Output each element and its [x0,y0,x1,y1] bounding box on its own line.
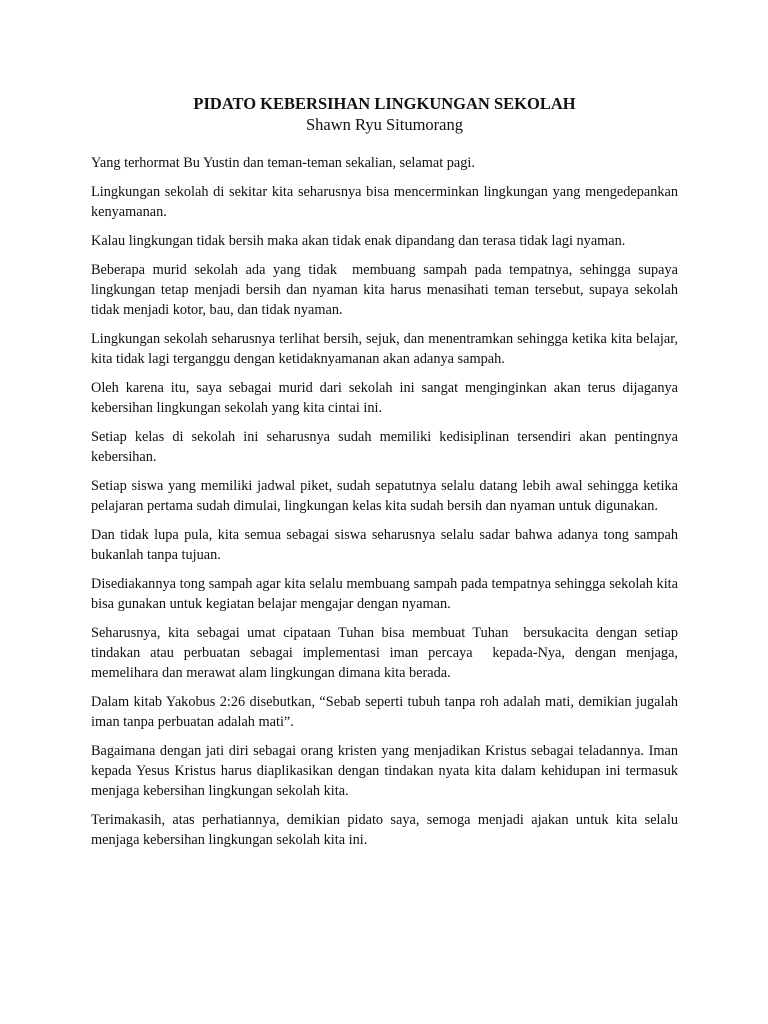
paragraph: Dan tidak lupa pula, kita semua sebagai siswa seharusnya selalu sadar bahwa adanya tong sampah bukanlah tanpa tujuan. [91,527,682,563]
document-author: Shawn Ryu Situmorang [305,115,463,134]
document-title: PIDATO KEBERSIHAN LINGKUNGAN SEKOLAH [193,94,576,113]
paragraph-closing: Terimakasih, atas perhatiannya, demikian pidato saya, semoga menjadi ajakan untuk kita selalu menjaga kebersihan lingkungan sekolah kita ini. [91,812,682,848]
document-page [91,93,682,859]
paragraph: Beberapa murid sekolah ada yang tidak membuang sampah pada tempatnya, sehingga supaya lingkungan tetap menjadi bersih dan nyaman kita harus menasihati teman tersebut, supaya sekolah tidak menjadi kotor, bau, dan tidak nyaman. [91,262,682,318]
paragraph: Lingkungan sekolah seharusnya terlihat bersih, sejuk, dan menentramkan sehingga ketika kita belajar, kita tidak lagi terganggu dengan ketidaknyamanan akan adanya sampah. [91,331,682,367]
paragraph: Oleh karena itu, saya sebagai murid dari sekolah ini sangat menginginkan akan terus dijaganya kebersihan lingkungan sekolah yang kita cintai ini. [91,380,682,416]
paragraph: Disediakannya tong sampah agar kita selalu membuang sampah pada tempatnya sehingga sekolah kita bisa gunakan untuk kegiatan belajar mengajar dengan nyaman. [91,576,682,612]
paragraph: Kalau lingkungan tidak bersih maka akan tidak enak dipandang dan terasa tidak lagi nyaman. [91,233,626,249]
paragraph: Setiap kelas di sekolah ini seharusnya sudah memiliki kedisiplinan tersendiri akan pentingnya kebersihan. [91,429,682,465]
paragraph: Bagaimana dengan jati diri sebagai orang kristen yang menjadikan Kristus sebagai teladannya. Iman kepada Yesus Kristus harus diaplikasikan dengan tindakan nyata kita dalam kehidupan ini termasuk menjaga kebersihan lingkungan sekolah kita. [91,743,682,799]
paragraph: Seharusnya, kita sebagai umat cipataan Tuhan bisa membuat Tuhan bersukacita dengan setiap tindakan atau perbuatan sebagai implementasi iman percaya kepada-Nya, dengan menjaga, memelihara dan merawat alam lingkungan dimana kita berada. [91,625,682,681]
paragraph-quote: Dalam kitab Yakobus 2:26 disebutkan, “Sebab seperti tubuh tanpa roh adalah mati, demikian jugalah iman tanpa perbuatan adalah mati”. [91,694,682,730]
paragraph: Setiap siswa yang memiliki jadwal piket, sudah sepatutnya selalu datang lebih awal sehingga ketika pelajaran pertama sudah dimulai, lingkungan kelas kita sudah bersih dan nyaman untuk digunakan. [91,478,682,514]
paragraph: Lingkungan sekolah di sekitar kita seharusnya bisa mencerminkan lingkungan yang mengedepankan kenyamanan. [91,184,682,220]
paragraph-greeting: Yang terhormat Bu Yustin dan teman-teman sekalian, selamat pagi. [91,155,475,171]
